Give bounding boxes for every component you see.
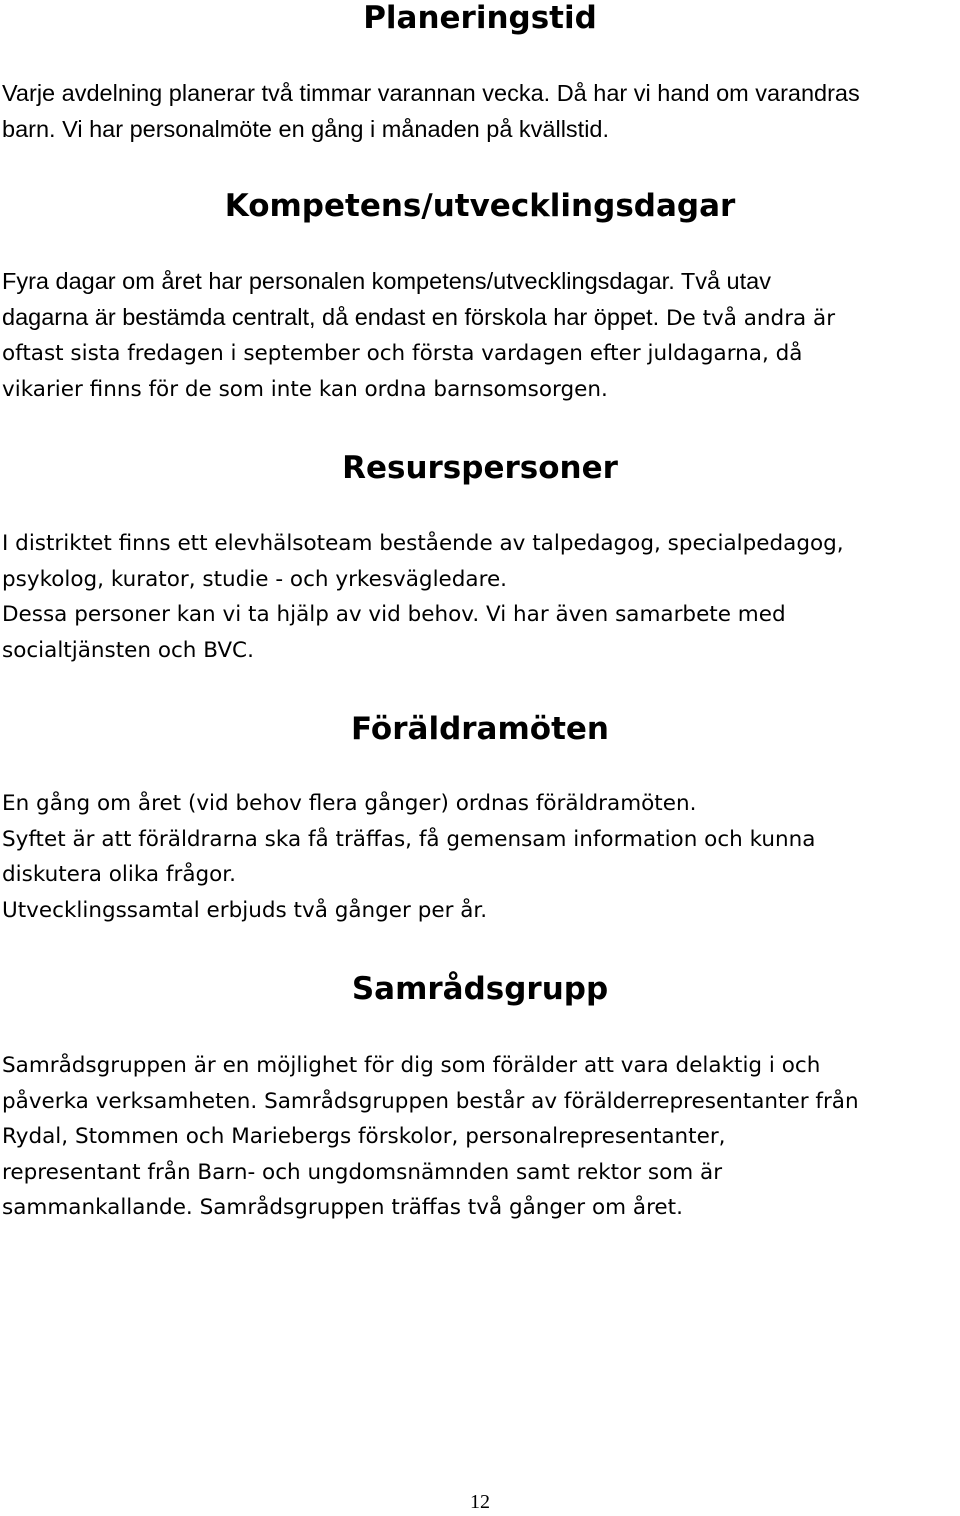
text-segment: dagarna är bestämda centralt, då endast en förskola har öppet. [2,303,660,330]
paragraph-kompetensdagar [2,264,958,407]
text-line: barn. Vi har personalmöte en gång i månaden på kvällstid. [2,115,610,142]
heading-resurspersoner: Resurspersoner [342,450,618,486]
heading-planeringstid: Planeringstid [363,0,597,36]
text-line: påverka verksamheten. Samrådsgruppen består av förälderrepresentanter från [2,1088,859,1114]
text-line: sammankallande. Samrådsgruppen träffas två gånger om året. [2,1195,683,1220]
text-line: Samrådsgruppen är en möjlighet för dig som förälder att vara delaktig i och [2,1053,821,1078]
heading-samradsgrupp: Samrådsgrupp [351,971,609,1007]
paragraph-planeringstid [2,76,958,147]
text-line: representant från Barn- och ungdomsnämnden samt rektor som är [2,1159,723,1185]
paragraph-samradsgrupp [2,1048,958,1226]
paragraph-foraldramoten [2,786,958,928]
text-line: diskutera olika frågor. [2,862,237,887]
heading-kompetensdagar: Kompetens/utvecklingsdagar [224,188,736,224]
paragraph-resurspersoner [2,526,958,668]
text-line: socialtjänsten och BVC. [2,637,254,663]
text-line: I distriktet finns ett elevhälsoteam bestående av talpedagog, specialpedagog, [2,531,844,556]
text-segment: De två andra är [665,305,836,331]
text-line: Rydal, Stommen och Mariebergs förskolor, personalrepresentanter, [2,1124,726,1149]
text-line [2,300,958,337]
text-line: psykolog, kurator, studie - och yrkesvägledare. [2,566,508,592]
heading-foraldramoten: Föräldramöten [351,711,609,747]
text-line: Dessa personer kan vi ta hjälp av vid behov. Vi har även samarbete med [2,602,786,627]
text-line: Utvecklingssamtal erbjuds två gånger per år. [2,897,488,923]
text-line: Varje avdelning planerar två timmar varannan vecka. Då har vi hand om varandras [2,80,860,106]
text-line: En gång om året (vid behov flera gånger) ordnas föräldramöten. [2,791,697,816]
text-line: vikarier finns för de som inte kan ordna barnsomsorgen. [2,376,608,402]
text-line: oftast sista fredagen i september och första vardagen efter juldagarna, då [2,341,803,366]
text-line: Fyra dagar om året har personalen kompetens/utvecklingsdagar. Två utav [2,268,771,294]
page-number: 12 [470,1491,490,1513]
text-line: Syftet är att föräldrarna ska få träffas, få gemensam information och kunna [2,826,816,852]
